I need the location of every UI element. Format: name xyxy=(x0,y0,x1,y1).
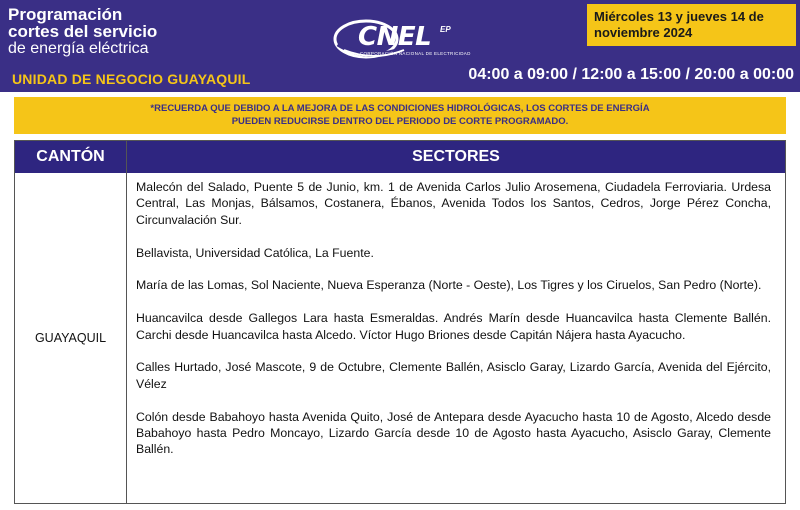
date-badge xyxy=(587,4,796,46)
sector-paragraph: Bellavista, Universidad Católica, La Fuente. xyxy=(136,245,374,260)
column-header-canton: CANTÓN xyxy=(36,148,105,165)
title-line-2: cortes del servicio xyxy=(8,22,158,41)
notice-line-2: PUEDEN REDUCIRSE DENTRO DEL PERIODO DE CORTE PROGRAMADO. xyxy=(231,116,569,127)
notice-line-1: *RECUERDA QUE DEBIDO A LA MEJORA DE LAS CONDICIONES HIDROLÓGICAS, LOS CORTES DE ENERGÍA xyxy=(150,103,650,114)
sectores-cell xyxy=(126,173,785,503)
canton-cell xyxy=(15,173,126,503)
sector-paragraph: María de las Lomas, Sol Naciente, Nueva Esperanza (Norte - Oeste), Los Tigres y los Ciruelos, San Pedro (Norte). xyxy=(136,278,762,293)
column-header-sectores: SECTORES xyxy=(126,141,785,173)
outage-hours: 04:00 a 09:00 / 12:00 a 15:00 / 20:00 a 00:00 xyxy=(468,66,794,83)
logo-text: CNEL xyxy=(358,22,432,52)
canton-name: GUAYAQUIL xyxy=(34,331,107,345)
cnel-logo xyxy=(330,16,490,64)
date-line-2: noviembre 2024 xyxy=(594,25,693,40)
logo-subtitle: CORPORACIÓN NACIONAL DE ELECTRICIDAD xyxy=(360,51,471,56)
table-header xyxy=(15,141,785,173)
logo-suffix: EP xyxy=(440,25,451,34)
header-banner xyxy=(0,0,800,92)
sector-paragraph: Colón desde Babahoyo hasta Avenida Quito, José de Antepara desde Ayacucho hasta 10 de Agosto, Alcedo desde Babahoyo hasta Pedro Moncayo, Lizardo García desde 10 de Agosto hasta Ayacucho, Asisclo Garay, Clemente Ballén. xyxy=(136,409,771,457)
title-line-1: Programación xyxy=(8,5,123,24)
notice-banner xyxy=(14,97,786,134)
business-unit-label: UNIDAD DE NEGOCIO GUAYAQUIL xyxy=(12,71,251,87)
sector-paragraph: Malecón del Salado, Puente 5 de Junio, km. 1 de Avenida Carlos Julio Arosemena, Ciudadela Ferroviaria. Urdesa Central, Las Monjas, Bálsamos, Costanera, Ébanos, Avenida Todos los Santos, Cedros, Jorge Pérez Concha, Circunvalación Sur. xyxy=(136,180,771,227)
page-title xyxy=(8,6,157,57)
date-line-1: Miércoles 13 y jueves 14 de xyxy=(594,9,764,24)
sector-paragraph: Huancavilca desde Gallegos Lara hasta Esmeraldas. Andrés Marín desde Huancavilca hasta Clemente Ballén. Carchi desde Huancavilca hasta Alcedo. Víctor Hugo Briones desde Capitán Nájera hasta Ayacucho. xyxy=(136,311,771,342)
title-line-3: de energía eléctrica xyxy=(8,40,149,57)
sector-paragraph: Calles Hurtado, José Mascote, 9 de Octubre, Clemente Ballén, Asisclo Garay, Lizardo García, Avenida del Ejército, Vélez xyxy=(136,360,771,391)
outage-table xyxy=(14,140,786,504)
